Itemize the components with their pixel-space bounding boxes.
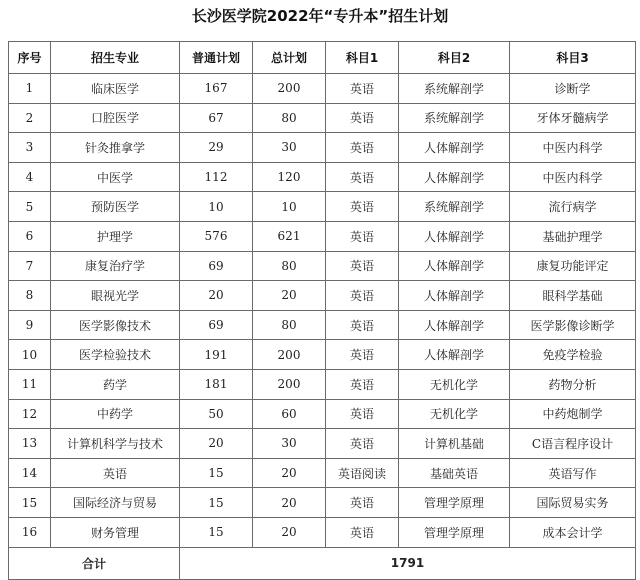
row-major: 眼视光学 bbox=[51, 281, 180, 311]
table-row bbox=[9, 458, 636, 488]
row-subject-2: 系统解剖学 bbox=[399, 103, 510, 133]
row-subject-1: 英语 bbox=[326, 103, 399, 133]
header-major: 招生专业 bbox=[51, 42, 180, 74]
row-subject-2: 人体解剖学 bbox=[399, 162, 510, 192]
row-total-plan: 20 bbox=[253, 281, 326, 311]
row-subject-3: 眼科学基础 bbox=[510, 281, 636, 311]
row-total-plan: 120 bbox=[253, 162, 326, 192]
row-major: 中医学 bbox=[51, 162, 180, 192]
row-index: 1 bbox=[9, 74, 51, 104]
table-row bbox=[9, 251, 636, 281]
row-index: 12 bbox=[9, 399, 51, 429]
row-subject-3: 英语写作 bbox=[510, 458, 636, 488]
header-total-plan: 总计划 bbox=[253, 42, 326, 74]
header-subject-2: 科目2 bbox=[399, 42, 510, 74]
header-index: 序号 bbox=[9, 42, 51, 74]
row-subject-2: 人体解剖学 bbox=[399, 281, 510, 311]
row-major: 医学影像技术 bbox=[51, 310, 180, 340]
row-subject-1: 英语 bbox=[326, 399, 399, 429]
header-subject-3: 科目3 bbox=[510, 42, 636, 74]
row-total-plan: 200 bbox=[253, 369, 326, 399]
row-index: 11 bbox=[9, 369, 51, 399]
row-index: 6 bbox=[9, 221, 51, 251]
table-row bbox=[9, 340, 636, 370]
row-subject-1: 英语 bbox=[326, 429, 399, 459]
row-major: 口腔医学 bbox=[51, 103, 180, 133]
row-index: 9 bbox=[9, 310, 51, 340]
row-index: 3 bbox=[9, 133, 51, 163]
row-subject-3: 免疫学检验 bbox=[510, 340, 636, 370]
row-subject-3: 医学影像诊断学 bbox=[510, 310, 636, 340]
row-subject-1: 英语阅读 bbox=[326, 458, 399, 488]
row-major: 康复治疗学 bbox=[51, 251, 180, 281]
row-index: 10 bbox=[9, 340, 51, 370]
table-row bbox=[9, 162, 636, 192]
row-subject-3: 诊断学 bbox=[510, 74, 636, 104]
row-subject-3: C语言程序设计 bbox=[510, 429, 636, 459]
row-subject-2: 人体解剖学 bbox=[399, 133, 510, 163]
table-row bbox=[9, 429, 636, 459]
row-major: 中药学 bbox=[51, 399, 180, 429]
table-body bbox=[9, 74, 636, 548]
row-total-plan: 30 bbox=[253, 429, 326, 459]
row-major: 国际经济与贸易 bbox=[51, 488, 180, 518]
row-total-plan: 30 bbox=[253, 133, 326, 163]
row-index: 7 bbox=[9, 251, 51, 281]
row-major: 针灸推拿学 bbox=[51, 133, 180, 163]
row-subject-1: 英语 bbox=[326, 281, 399, 311]
row-subject-3: 康复功能评定 bbox=[510, 251, 636, 281]
row-regular-plan: 20 bbox=[180, 429, 253, 459]
row-subject-3: 牙体牙髓病学 bbox=[510, 103, 636, 133]
row-subject-2: 计算机基础 bbox=[399, 429, 510, 459]
row-regular-plan: 167 bbox=[180, 74, 253, 104]
row-index: 4 bbox=[9, 162, 51, 192]
row-regular-plan: 69 bbox=[180, 310, 253, 340]
row-total-plan: 200 bbox=[253, 340, 326, 370]
row-index: 2 bbox=[9, 103, 51, 133]
row-index: 14 bbox=[9, 458, 51, 488]
row-total-plan: 20 bbox=[253, 458, 326, 488]
row-subject-2: 系统解剖学 bbox=[399, 74, 510, 104]
row-index: 8 bbox=[9, 281, 51, 311]
row-subject-1: 英语 bbox=[326, 517, 399, 547]
row-subject-1: 英语 bbox=[326, 310, 399, 340]
enrollment-plan-table bbox=[8, 41, 636, 580]
header-subject-1: 科目1 bbox=[326, 42, 399, 74]
row-subject-1: 英语 bbox=[326, 488, 399, 518]
row-total-plan: 80 bbox=[253, 103, 326, 133]
row-subject-3: 基础护理学 bbox=[510, 221, 636, 251]
row-subject-3: 国际贸易实务 bbox=[510, 488, 636, 518]
table-row bbox=[9, 192, 636, 222]
table-row bbox=[9, 399, 636, 429]
table-row bbox=[9, 281, 636, 311]
table-header-row bbox=[9, 42, 636, 74]
row-total-plan: 20 bbox=[253, 488, 326, 518]
page-title: 长沙医学院2022年“专升本”招生计划 bbox=[191, 6, 449, 25]
table-row bbox=[9, 103, 636, 133]
row-major: 护理学 bbox=[51, 221, 180, 251]
row-subject-1: 英语 bbox=[326, 133, 399, 163]
row-regular-plan: 191 bbox=[180, 340, 253, 370]
row-major: 计算机科学与技术 bbox=[51, 429, 180, 459]
row-subject-1: 英语 bbox=[326, 251, 399, 281]
row-index: 15 bbox=[9, 488, 51, 518]
table-row bbox=[9, 488, 636, 518]
row-subject-2: 管理学原理 bbox=[399, 488, 510, 518]
total-label: 合计 bbox=[9, 547, 180, 579]
total-row bbox=[9, 547, 636, 579]
row-subject-2: 人体解剖学 bbox=[399, 340, 510, 370]
row-subject-3: 药物分析 bbox=[510, 369, 636, 399]
row-regular-plan: 576 bbox=[180, 221, 253, 251]
row-total-plan: 621 bbox=[253, 221, 326, 251]
row-total-plan: 10 bbox=[253, 192, 326, 222]
row-subject-1: 英语 bbox=[326, 340, 399, 370]
row-major: 医学检验技术 bbox=[51, 340, 180, 370]
row-subject-3: 成本会计学 bbox=[510, 517, 636, 547]
row-regular-plan: 15 bbox=[180, 488, 253, 518]
row-subject-1: 英语 bbox=[326, 221, 399, 251]
row-subject-1: 英语 bbox=[326, 162, 399, 192]
row-subject-2: 系统解剖学 bbox=[399, 192, 510, 222]
row-subject-3: 流行病学 bbox=[510, 192, 636, 222]
row-subject-2: 基础英语 bbox=[399, 458, 510, 488]
row-regular-plan: 67 bbox=[180, 103, 253, 133]
row-regular-plan: 15 bbox=[180, 458, 253, 488]
row-regular-plan: 20 bbox=[180, 281, 253, 311]
row-regular-plan: 10 bbox=[180, 192, 253, 222]
row-major: 英语 bbox=[51, 458, 180, 488]
row-total-plan: 60 bbox=[253, 399, 326, 429]
row-subject-2: 人体解剖学 bbox=[399, 310, 510, 340]
row-subject-2: 人体解剖学 bbox=[399, 251, 510, 281]
row-subject-2: 人体解剖学 bbox=[399, 221, 510, 251]
row-regular-plan: 181 bbox=[180, 369, 253, 399]
row-index: 13 bbox=[9, 429, 51, 459]
row-regular-plan: 69 bbox=[180, 251, 253, 281]
row-major: 临床医学 bbox=[51, 74, 180, 104]
row-subject-3: 中医内科学 bbox=[510, 133, 636, 163]
row-subject-2: 无机化学 bbox=[399, 399, 510, 429]
row-subject-2: 管理学原理 bbox=[399, 517, 510, 547]
row-total-plan: 80 bbox=[253, 251, 326, 281]
row-subject-1: 英语 bbox=[326, 74, 399, 104]
row-major: 预防医学 bbox=[51, 192, 180, 222]
table-row bbox=[9, 369, 636, 399]
table-row bbox=[9, 74, 636, 104]
row-major: 药学 bbox=[51, 369, 180, 399]
row-major: 财务管理 bbox=[51, 517, 180, 547]
row-total-plan: 20 bbox=[253, 517, 326, 547]
table-row bbox=[9, 221, 636, 251]
row-subject-1: 英语 bbox=[326, 192, 399, 222]
table-row bbox=[9, 517, 636, 547]
row-subject-1: 英语 bbox=[326, 369, 399, 399]
table-row bbox=[9, 133, 636, 163]
total-value: 1791 bbox=[180, 547, 636, 579]
row-subject-3: 中药炮制学 bbox=[510, 399, 636, 429]
row-subject-2: 无机化学 bbox=[399, 369, 510, 399]
row-regular-plan: 50 bbox=[180, 399, 253, 429]
row-total-plan: 200 bbox=[253, 74, 326, 104]
row-regular-plan: 29 bbox=[180, 133, 253, 163]
row-subject-3: 中医内科学 bbox=[510, 162, 636, 192]
row-index: 16 bbox=[9, 517, 51, 547]
header-regular-plan: 普通计划 bbox=[180, 42, 253, 74]
row-total-plan: 80 bbox=[253, 310, 326, 340]
row-regular-plan: 15 bbox=[180, 517, 253, 547]
row-regular-plan: 112 bbox=[180, 162, 253, 192]
table-row bbox=[9, 310, 636, 340]
row-index: 5 bbox=[9, 192, 51, 222]
